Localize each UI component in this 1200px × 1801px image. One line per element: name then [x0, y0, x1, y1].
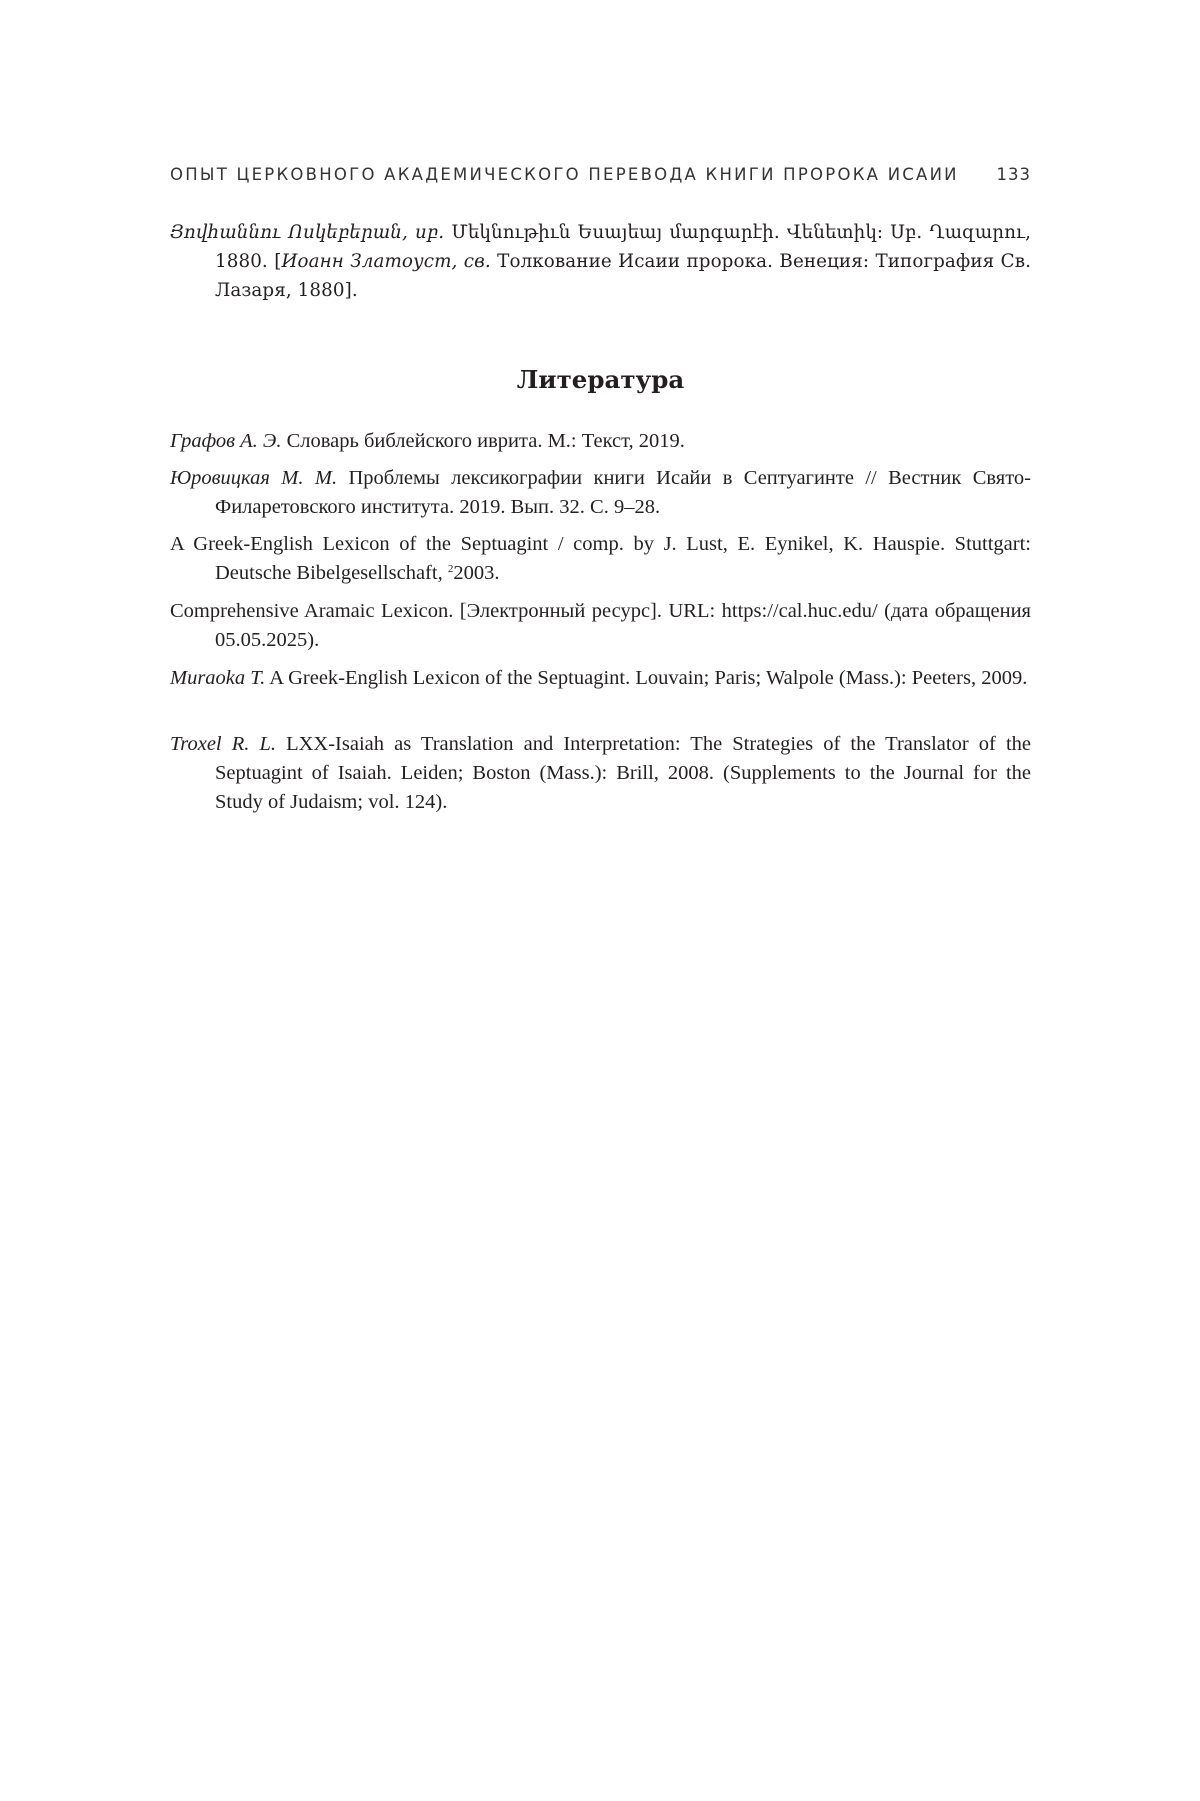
- bibliography-entry: [170, 664, 1031, 693]
- entry-author: Юровицкая М. М.: [170, 467, 338, 489]
- source-author-russian: Иоанн Златоуст, св.: [281, 251, 491, 272]
- bibliography-entry: [170, 427, 1031, 456]
- entry-text-year: 2003.: [453, 562, 500, 584]
- edition-superscript: 2: [447, 563, 454, 575]
- literature-heading: Литература: [516, 365, 685, 394]
- entry-author: Muraoka T.: [170, 667, 266, 689]
- bibliography-entry: [170, 597, 1031, 655]
- bibliography-entry: [170, 530, 1031, 588]
- running-header: [170, 159, 1031, 189]
- page-number: 133: [996, 164, 1031, 184]
- source-text-russian: Толкование Исаии пророка. Венеция: Типография Св. Лазаря, 1880].: [215, 251, 1032, 301]
- entry-text: A Greek-English Lexicon of the Septuagint. Louvain; Paris; Walpole (Mass.): Peeters, 2009.: [265, 667, 1028, 689]
- source-entry: [170, 218, 1031, 305]
- entry-author: Troxel R. L.: [170, 733, 276, 755]
- bibliography-entry: [170, 730, 1031, 817]
- source-author-armenian: Յովհաննու Ոսկեբերան, սբ.: [170, 222, 445, 243]
- entry-text: LXX-Isaiah as Translation and Interpretation: The Strategies of the Translator of the Septuagint of Isaiah. Leiden; Boston (Mass.): Brill, 2008. (Supplements to the Journal for the Study of Judaism; vol. 124).: [215, 733, 1031, 813]
- source-text-armenian: Մեկնութիւն Եսայեայ մարգարէի. Վենետիկ: Սբ. Ղազարու, 1880. [: [215, 222, 1031, 272]
- bibliography-entry: [170, 464, 1031, 522]
- running-title: ОПЫТ ЦЕРКОВНОГО АКАДЕМИЧЕСКОГО ПЕРЕВОДА КНИГИ ПРОРОКА ИСАИИ: [170, 164, 959, 184]
- entry-text: Словарь библейского иврита. М.: Текст, 2019.: [281, 430, 685, 452]
- entry-text: Проблемы лексикографии книги Исайи в Септуагинте // Вестник Свято-Филаретовского института. 2019. Вып. 32. С. 9–28.: [215, 467, 1031, 518]
- entry-text: Comprehensive Aramaic Lexicon. [Электронный ресурс]. URL: https://cal.huc.edu/ (дата обращения 05.05.2025).: [170, 600, 1031, 651]
- entry-text: A Greek-English Lexicon of the Septuagint / comp. by J. Lust, E. Eynikel, K. Hauspie. Stuttgart: Deutsche Bibelgesellschaft,: [170, 533, 1031, 584]
- entry-author: Графов А. Э.: [170, 430, 282, 452]
